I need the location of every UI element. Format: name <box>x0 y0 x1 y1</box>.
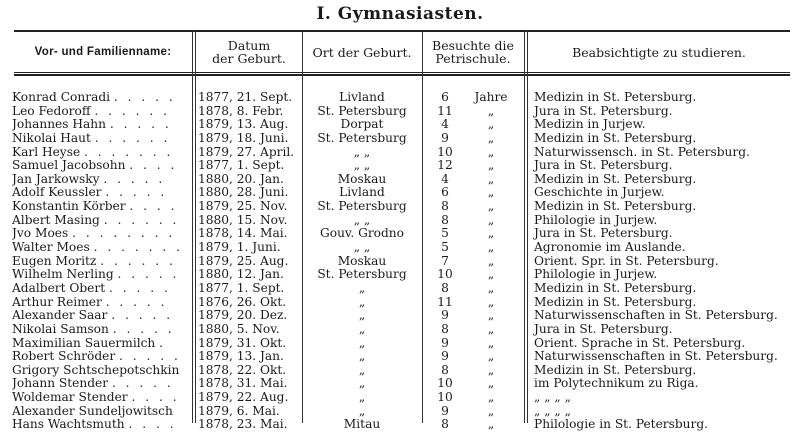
years-attended: 6 <box>441 185 449 200</box>
years-attended: 9 <box>441 308 449 323</box>
birth-place: „ <box>358 390 366 405</box>
years-attended: 9 <box>441 130 449 145</box>
student-name: Wilhelm Nerling <box>12 268 114 282</box>
student-name: Leo Fedoroff <box>12 104 91 118</box>
student-name: Johann Stender <box>12 377 109 391</box>
intended-study: Orient. Spr. in St. Petersburg. <box>534 253 719 268</box>
intended-study: Medizin in St. Petersburg. <box>534 280 697 295</box>
table-row <box>0 350 800 364</box>
student-name-cell <box>12 377 192 391</box>
birth-date: 1878, 14. Mai. <box>198 226 288 241</box>
birth-date: 1879, 27. April. <box>198 144 295 159</box>
years-unit: „ <box>487 267 495 282</box>
birth-place: St. Petersburg <box>317 267 407 282</box>
intended-study: Medizin in Jurjew. <box>534 117 646 132</box>
birth-place: „ <box>358 349 366 364</box>
table-row <box>0 282 800 296</box>
leader-dots: . . . . . . . <box>84 145 174 159</box>
birth-place: St. Petersburg <box>317 199 407 214</box>
years-unit: „ <box>487 130 495 145</box>
table-row <box>0 377 800 391</box>
student-name-cell <box>12 118 192 132</box>
student-name: Johannes Hahn <box>12 118 106 132</box>
birth-place: „ <box>358 403 366 418</box>
student-name-cell <box>12 200 192 214</box>
student-name: Samuel Jacobsohn <box>12 159 126 173</box>
header-place <box>302 32 422 72</box>
birth-place: „ <box>358 362 366 377</box>
years-unit: „ <box>487 158 495 173</box>
intended-study: im Polytechnikum zu Riga. <box>534 376 699 391</box>
student-name: Arthur Reimer <box>12 295 102 309</box>
student-name: Woldemar Stender <box>12 391 128 405</box>
birth-date: 1876, 26. Okt. <box>198 294 287 309</box>
intended-study: Medizin in St. Petersburg. <box>534 130 697 145</box>
years-attended: 8 <box>441 417 449 432</box>
years-attended: 9 <box>441 403 449 418</box>
student-name: Konrad Conradi <box>12 91 111 104</box>
years-unit: „ <box>487 390 495 405</box>
years-unit: „ <box>487 362 495 377</box>
leader-dots: . <box>159 336 167 350</box>
birth-date: 1878, 23. Mai. <box>198 417 288 432</box>
years-attended: 8 <box>441 321 449 336</box>
header-school <box>422 32 524 72</box>
table-row <box>0 105 800 119</box>
birth-place: „ „ <box>353 212 371 227</box>
intended-study: Medizin in St. Petersburg. <box>534 171 697 186</box>
student-name: Jvo Moes <box>12 227 69 241</box>
years-attended: 9 <box>441 335 449 350</box>
birth-date: 1878, 8. Febr. <box>198 103 284 118</box>
leader-dots: . . . . . . <box>94 104 170 118</box>
student-name: Nikolai Haut <box>12 131 91 145</box>
header-place-label: Ort der Geburt. <box>312 44 412 60</box>
birth-place: Livland <box>339 185 385 200</box>
table-row <box>0 91 800 105</box>
birth-date: 1879, 20. Dez. <box>198 308 288 323</box>
leader-dots: . . . . . <box>105 186 168 200</box>
intended-study: Orient. Sprache in St. Petersburg. <box>534 335 746 350</box>
student-name-cell <box>12 105 192 119</box>
years-unit: „ <box>487 321 495 336</box>
student-name-cell <box>12 309 192 323</box>
leader-dots: . . . . <box>131 391 180 405</box>
birth-place: „ <box>358 308 366 323</box>
years-attended: 5 <box>441 226 449 241</box>
birth-place: Moskau <box>337 253 387 268</box>
student-name-cell <box>12 159 192 173</box>
birth-place: Gouv. Grodno <box>320 226 404 241</box>
table-row <box>0 227 800 241</box>
student-name: Maximilian Sauermilch <box>12 336 156 350</box>
years-attended: 4 <box>441 117 449 132</box>
years-attended: 10 <box>437 390 453 405</box>
student-name-cell <box>12 350 192 364</box>
student-name: Adolf Keussler <box>12 186 102 200</box>
table-row <box>0 146 800 160</box>
birth-place: „ <box>358 294 366 309</box>
table-row <box>0 309 800 323</box>
birth-place: Livland <box>339 90 385 104</box>
years-unit: „ <box>487 308 495 323</box>
intended-study: Philologie in Jurjew. <box>534 267 658 282</box>
header-bottom-rule-2 <box>14 74 790 76</box>
years-unit: „ <box>487 212 495 227</box>
student-name: Nikolai Samson <box>12 322 109 336</box>
birth-date: 1879, 13. Aug. <box>198 117 289 132</box>
years-attended: 10 <box>437 144 453 159</box>
birth-date: 1878, 31. Mai. <box>198 376 288 391</box>
birth-date: 1877, 1. Sept. <box>198 280 285 295</box>
leader-dots: . . . . . <box>111 309 174 323</box>
intended-study: Jura in St. Petersburg. <box>534 321 673 336</box>
intended-study: Naturwissenschaften in St. Petersburg. <box>534 349 778 364</box>
birth-date: 1877, 1. Sept. <box>198 158 285 173</box>
birth-date: 1878, 22. Okt. <box>198 362 287 377</box>
student-name-cell <box>12 268 192 282</box>
years-attended: 11 <box>437 103 453 118</box>
student-name: Albert Masing <box>12 213 100 227</box>
years-unit: „ <box>487 403 495 418</box>
intended-study: Agronomie im Auslande. <box>534 240 686 255</box>
birth-date: 1879, 22. Aug. <box>198 390 289 405</box>
student-name-cell <box>12 282 192 296</box>
header-date <box>196 32 302 72</box>
leader-dots: . . . . . <box>119 350 181 364</box>
intended-study: Philologie in Jurjew. <box>534 212 658 227</box>
birth-date: 1879, 1. Juni. <box>198 240 281 255</box>
table-row <box>0 296 800 310</box>
birth-date: 1879, 6. Mai. <box>198 403 280 418</box>
student-name-cell <box>12 146 192 160</box>
years-unit: „ <box>487 294 495 309</box>
birth-date: 1880, 15. Nov. <box>198 212 288 227</box>
years-unit: „ <box>487 199 495 214</box>
table-row <box>0 159 800 173</box>
years-attended: 8 <box>441 280 449 295</box>
student-name-cell <box>12 173 192 187</box>
student-name: Walter Moes <box>12 241 90 255</box>
birth-place: Dorpat <box>340 117 384 132</box>
birth-date: 1877, 21. Sept. <box>198 90 293 104</box>
birth-place: Moskau <box>337 171 387 186</box>
birth-date: 1879, 25. Aug. <box>198 253 289 268</box>
leader-dots: . . . . . <box>109 118 172 132</box>
leader-dots: . . . . . <box>117 268 180 282</box>
table-title: I. Gymnasiasten. <box>316 4 484 24</box>
years-attended: 5 <box>441 240 449 255</box>
leader-dots: . . . . . <box>113 91 176 104</box>
leader-dots: . . . . . <box>105 295 168 309</box>
intended-study: Medizin in St. Petersburg. <box>534 90 697 104</box>
intended-study: Medizin in St. Petersburg. <box>534 294 697 309</box>
years-unit: „ <box>487 103 495 118</box>
birth-place: St. Petersburg <box>317 103 407 118</box>
leader-dots: . . . . <box>129 200 178 214</box>
leader-dots: . . . . . . . <box>93 241 183 255</box>
birth-place: St. Petersburg <box>317 130 407 145</box>
student-name: Robert Schröder <box>12 350 116 364</box>
birth-place: „ <box>358 321 366 336</box>
years-unit: „ <box>487 376 495 391</box>
leader-dots: . . . . . <box>111 377 174 391</box>
student-name: Adalbert Obert <box>12 281 106 295</box>
header-school-line1: Besuchte die <box>432 38 514 53</box>
years-unit: „ <box>487 349 495 364</box>
student-name: Alexander Saar <box>12 309 108 323</box>
student-name: Karl Heyse <box>12 145 81 159</box>
birth-date: 1880, 5. Nov. <box>198 321 280 336</box>
table-row <box>0 132 800 146</box>
years-unit: Jahre <box>474 90 508 104</box>
years-unit: „ <box>487 253 495 268</box>
student-name: Alexander Sundeljowitsch <box>12 404 173 418</box>
header-name-label: Vor- und Familienname: <box>34 45 172 58</box>
years-attended: 12 <box>437 158 453 173</box>
student-name-cell <box>12 91 192 105</box>
birth-date: 1880, 12. Jan. <box>198 267 284 282</box>
years-attended: 6 <box>441 90 449 104</box>
student-name-cell <box>12 241 192 255</box>
birth-place: „ <box>358 376 366 391</box>
intended-study: Naturwissenschaften in St. Petersburg. <box>534 308 778 323</box>
table-row <box>0 405 800 419</box>
years-attended: 8 <box>441 212 449 227</box>
birth-place: „ <box>358 335 366 350</box>
intended-study: Geschichte in Jurjew. <box>534 185 665 200</box>
years-unit: „ <box>487 117 495 132</box>
leader-dots: . . . . . . . . <box>72 227 176 241</box>
intended-study: Jura in St. Petersburg. <box>534 226 673 241</box>
leader-dots: . . . . <box>129 159 178 173</box>
birth-date: 1879, 13. Jan. <box>198 349 284 364</box>
years-attended: 8 <box>441 362 449 377</box>
table-row <box>0 255 800 269</box>
years-unit: „ <box>487 335 495 350</box>
intended-study: „ „ „ „ <box>534 403 571 418</box>
years-attended: 9 <box>441 349 449 364</box>
student-name-cell <box>12 255 192 269</box>
table-body <box>0 91 800 432</box>
table-row <box>0 118 800 132</box>
intended-study: Jura in St. Petersburg. <box>534 103 673 118</box>
leader-dots: . . . . . <box>112 322 175 336</box>
years-unit: „ <box>487 240 495 255</box>
intended-study: „ „ „ „ <box>534 390 571 405</box>
table-row <box>0 337 800 351</box>
table-row <box>0 323 800 337</box>
student-name: Jan Jarkowsky <box>12 172 100 186</box>
birth-place: „ <box>358 280 366 295</box>
intended-study: Medizin in St. Petersburg. <box>534 362 697 377</box>
years-unit: „ <box>487 417 495 432</box>
table-row <box>0 173 800 187</box>
birth-place: „ „ <box>353 158 371 173</box>
intended-study: Jura in St. Petersburg. <box>534 158 673 173</box>
years-attended: 10 <box>437 376 453 391</box>
years-unit: „ <box>487 171 495 186</box>
table-row <box>0 186 800 200</box>
student-name-cell <box>12 296 192 310</box>
leader-dots: . . . . . <box>108 281 171 295</box>
years-attended: 4 <box>441 171 449 186</box>
header-bottom-rule <box>14 72 790 73</box>
leader-dots: . . . . <box>128 418 177 432</box>
birth-place: „ „ <box>353 144 371 159</box>
years-attended: 10 <box>437 267 453 282</box>
student-name-cell <box>12 337 192 351</box>
header-school-line2: Petrischule. <box>435 51 511 66</box>
student-name: Hans Wachtsmuth <box>12 418 125 432</box>
table-row <box>0 241 800 255</box>
intended-study: Medizin in St. Petersburg. <box>534 199 697 214</box>
table-row <box>0 200 800 214</box>
years-attended: 7 <box>441 253 449 268</box>
leader-dots: . . . . . . <box>94 131 171 145</box>
years-unit: „ <box>487 185 495 200</box>
leader-dots: . . . . . . <box>103 213 180 227</box>
years-unit: „ <box>487 144 495 159</box>
student-name: Grigory Schtschepotschkin <box>12 363 180 377</box>
student-name-cell <box>12 405 192 419</box>
student-name: Konstantin Körber <box>12 200 126 214</box>
years-attended: 11 <box>437 294 453 309</box>
student-name-cell <box>12 227 192 241</box>
table-row <box>0 214 800 228</box>
student-name-cell <box>12 214 192 228</box>
leader-dots: . . . . . <box>103 172 166 186</box>
intended-study: Naturwissensch. in St. Petersburg. <box>534 144 750 159</box>
table-row <box>0 268 800 282</box>
student-name-cell <box>12 132 192 146</box>
header-date-line2: der Geburt. <box>212 51 286 66</box>
header-name <box>14 32 192 72</box>
years-unit: „ <box>487 226 495 241</box>
student-name-cell <box>12 391 192 405</box>
birth-place: „ „ <box>353 240 371 255</box>
leader-dots: . . . . . . <box>100 254 176 268</box>
student-name-cell <box>12 186 192 200</box>
student-name-cell <box>12 364 192 378</box>
table-row <box>0 391 800 405</box>
years-attended: 8 <box>441 199 449 214</box>
header-study-label: Beabsichtigte zu studieren. <box>572 44 746 60</box>
header-study <box>528 32 790 72</box>
birth-date: 1879, 18. Juni. <box>198 130 289 145</box>
birth-date: 1880, 20. Jan. <box>198 171 284 186</box>
birth-date: 1880, 28. Juni. <box>198 185 289 200</box>
birth-date: 1879, 25. Nov. <box>198 199 288 214</box>
birth-date: 1879, 31. Okt. <box>198 335 287 350</box>
student-name-cell <box>12 323 192 337</box>
birth-place: Mitau <box>343 417 381 432</box>
header-date-line1: Datum <box>227 38 271 53</box>
student-name: Eugen Moritz <box>12 254 97 268</box>
intended-study: Philologie in St. Petersburg. <box>534 417 709 432</box>
years-unit: „ <box>487 280 495 295</box>
table-row <box>0 364 800 378</box>
